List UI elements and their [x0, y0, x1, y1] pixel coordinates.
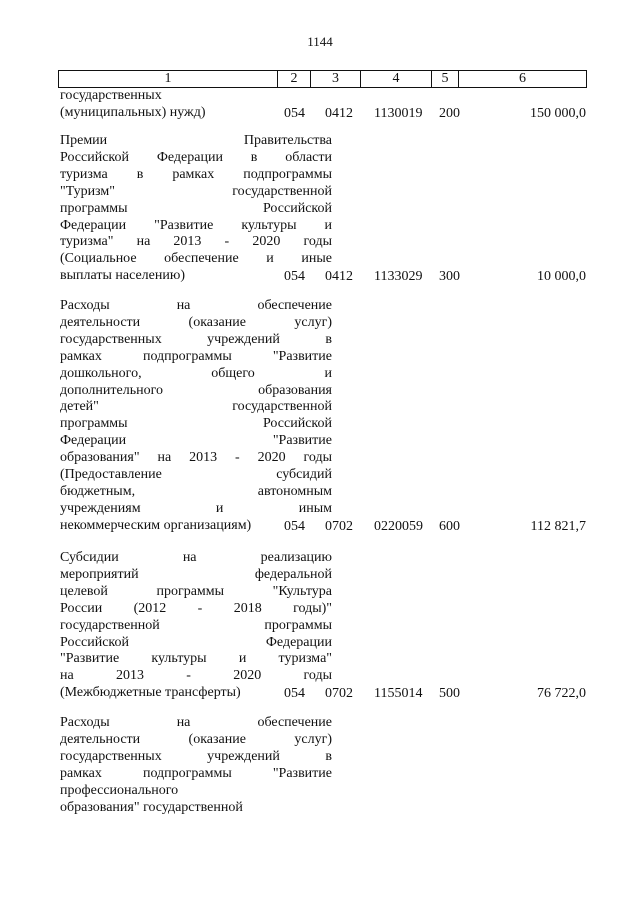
- cell-c5: 300: [439, 269, 460, 285]
- column-header-3: 3: [311, 71, 361, 88]
- description-line: Федерации "Развитие культуры и: [60, 217, 332, 233]
- description-line: Премии Правительства: [60, 133, 332, 148]
- description-line: мероприятий федеральной: [60, 566, 332, 582]
- description-line: государственных учреждений в: [60, 748, 332, 764]
- description-line: профессионального: [60, 782, 179, 798]
- cell-c5: 200: [439, 105, 460, 121]
- description-line: бюджетным, автономным: [60, 483, 332, 499]
- cell-c3: 0702: [325, 518, 353, 534]
- description-line: Расходы на обеспечение: [60, 298, 332, 313]
- description-line: деятельности (оказание услуг): [60, 314, 332, 330]
- cell-c6: 10 000,0: [537, 269, 586, 285]
- description-line: образования" государственной: [60, 799, 243, 815]
- description-line: России (2012 - 2018 годы)": [60, 600, 332, 616]
- cell-c2: 054: [284, 686, 305, 702]
- description-line: выплаты населению): [60, 268, 185, 284]
- cell-c2: 054: [284, 518, 305, 534]
- description-line: туризма" на 2013 - 2020 годы: [60, 234, 332, 250]
- cell-c4: 1155014: [374, 686, 423, 702]
- description-line: целевой программы "Культура: [60, 583, 332, 599]
- cell-c6: 76 722,0: [537, 686, 586, 702]
- cell-c4: 1130019: [374, 105, 423, 121]
- column-header-5: 5: [432, 71, 459, 88]
- description-line: государственных: [60, 88, 162, 103]
- column-header-1: 1: [59, 71, 278, 88]
- cell-c4: 1133029: [374, 269, 423, 285]
- description-line: (Предоставление субсидий: [60, 467, 332, 483]
- row-description: [60, 133, 332, 285]
- description-line: (Социальное обеспечение и иные: [60, 251, 332, 267]
- description-line: рамках подпрограммы "Развитие: [60, 348, 332, 364]
- cell-c5: 500: [439, 686, 460, 702]
- cell-c3: 0412: [325, 105, 353, 121]
- description-line: дополнительного образования: [60, 382, 332, 398]
- description-line: образования" на 2013 - 2020 годы: [60, 450, 332, 466]
- column-header-2: 2: [278, 71, 311, 88]
- page-number: 1144: [307, 34, 333, 49]
- cell-c3: 0702: [325, 686, 353, 702]
- description-line: программы Российской: [60, 416, 332, 432]
- column-header-4: 4: [361, 71, 432, 88]
- description-line: дошкольного, общего и: [60, 365, 332, 381]
- cell-c4: 0220059: [374, 518, 423, 534]
- cell-c5: 600: [439, 518, 460, 534]
- description-line: государственных учреждений в: [60, 331, 332, 347]
- row-description: [60, 715, 332, 816]
- description-line: детей" государственной: [60, 399, 332, 415]
- description-line: Субсидии на реализацию: [60, 550, 332, 565]
- cell-c3: 0412: [325, 269, 353, 285]
- description-line: Российской Федерации в области: [60, 149, 332, 165]
- description-line: государственной программы: [60, 617, 332, 633]
- column-header-table: [58, 70, 587, 88]
- row-description: [60, 550, 332, 702]
- description-line: рамках подпрограммы "Развитие: [60, 765, 332, 781]
- cell-c6: 112 821,7: [530, 518, 586, 534]
- description-line: "Развитие культуры и туризма": [60, 651, 332, 667]
- description-line: (Межбюджетные трансферты): [60, 685, 241, 701]
- cell-c6: 150 000,0: [530, 105, 586, 121]
- description-line: туризма в рамках подпрограммы: [60, 166, 332, 182]
- description-line: (муниципальных) нужд): [60, 104, 206, 120]
- description-line: деятельности (оказание услуг): [60, 731, 332, 747]
- description-line: Федерации "Развитие: [60, 433, 332, 449]
- description-line: программы Российской: [60, 200, 332, 216]
- description-line: Расходы на обеспечение: [60, 715, 332, 730]
- row-description: [60, 298, 332, 535]
- cell-c2: 054: [284, 269, 305, 285]
- description-line: "Туризм" государственной: [60, 183, 332, 199]
- cell-c2: 054: [284, 105, 305, 121]
- description-line: учреждениям и иным: [60, 500, 332, 516]
- column-header-6: 6: [459, 71, 587, 88]
- description-line: на 2013 - 2020 годы: [60, 668, 332, 684]
- description-line: некоммерческим организациям): [60, 517, 252, 533]
- description-line: Российской Федерации: [60, 634, 332, 650]
